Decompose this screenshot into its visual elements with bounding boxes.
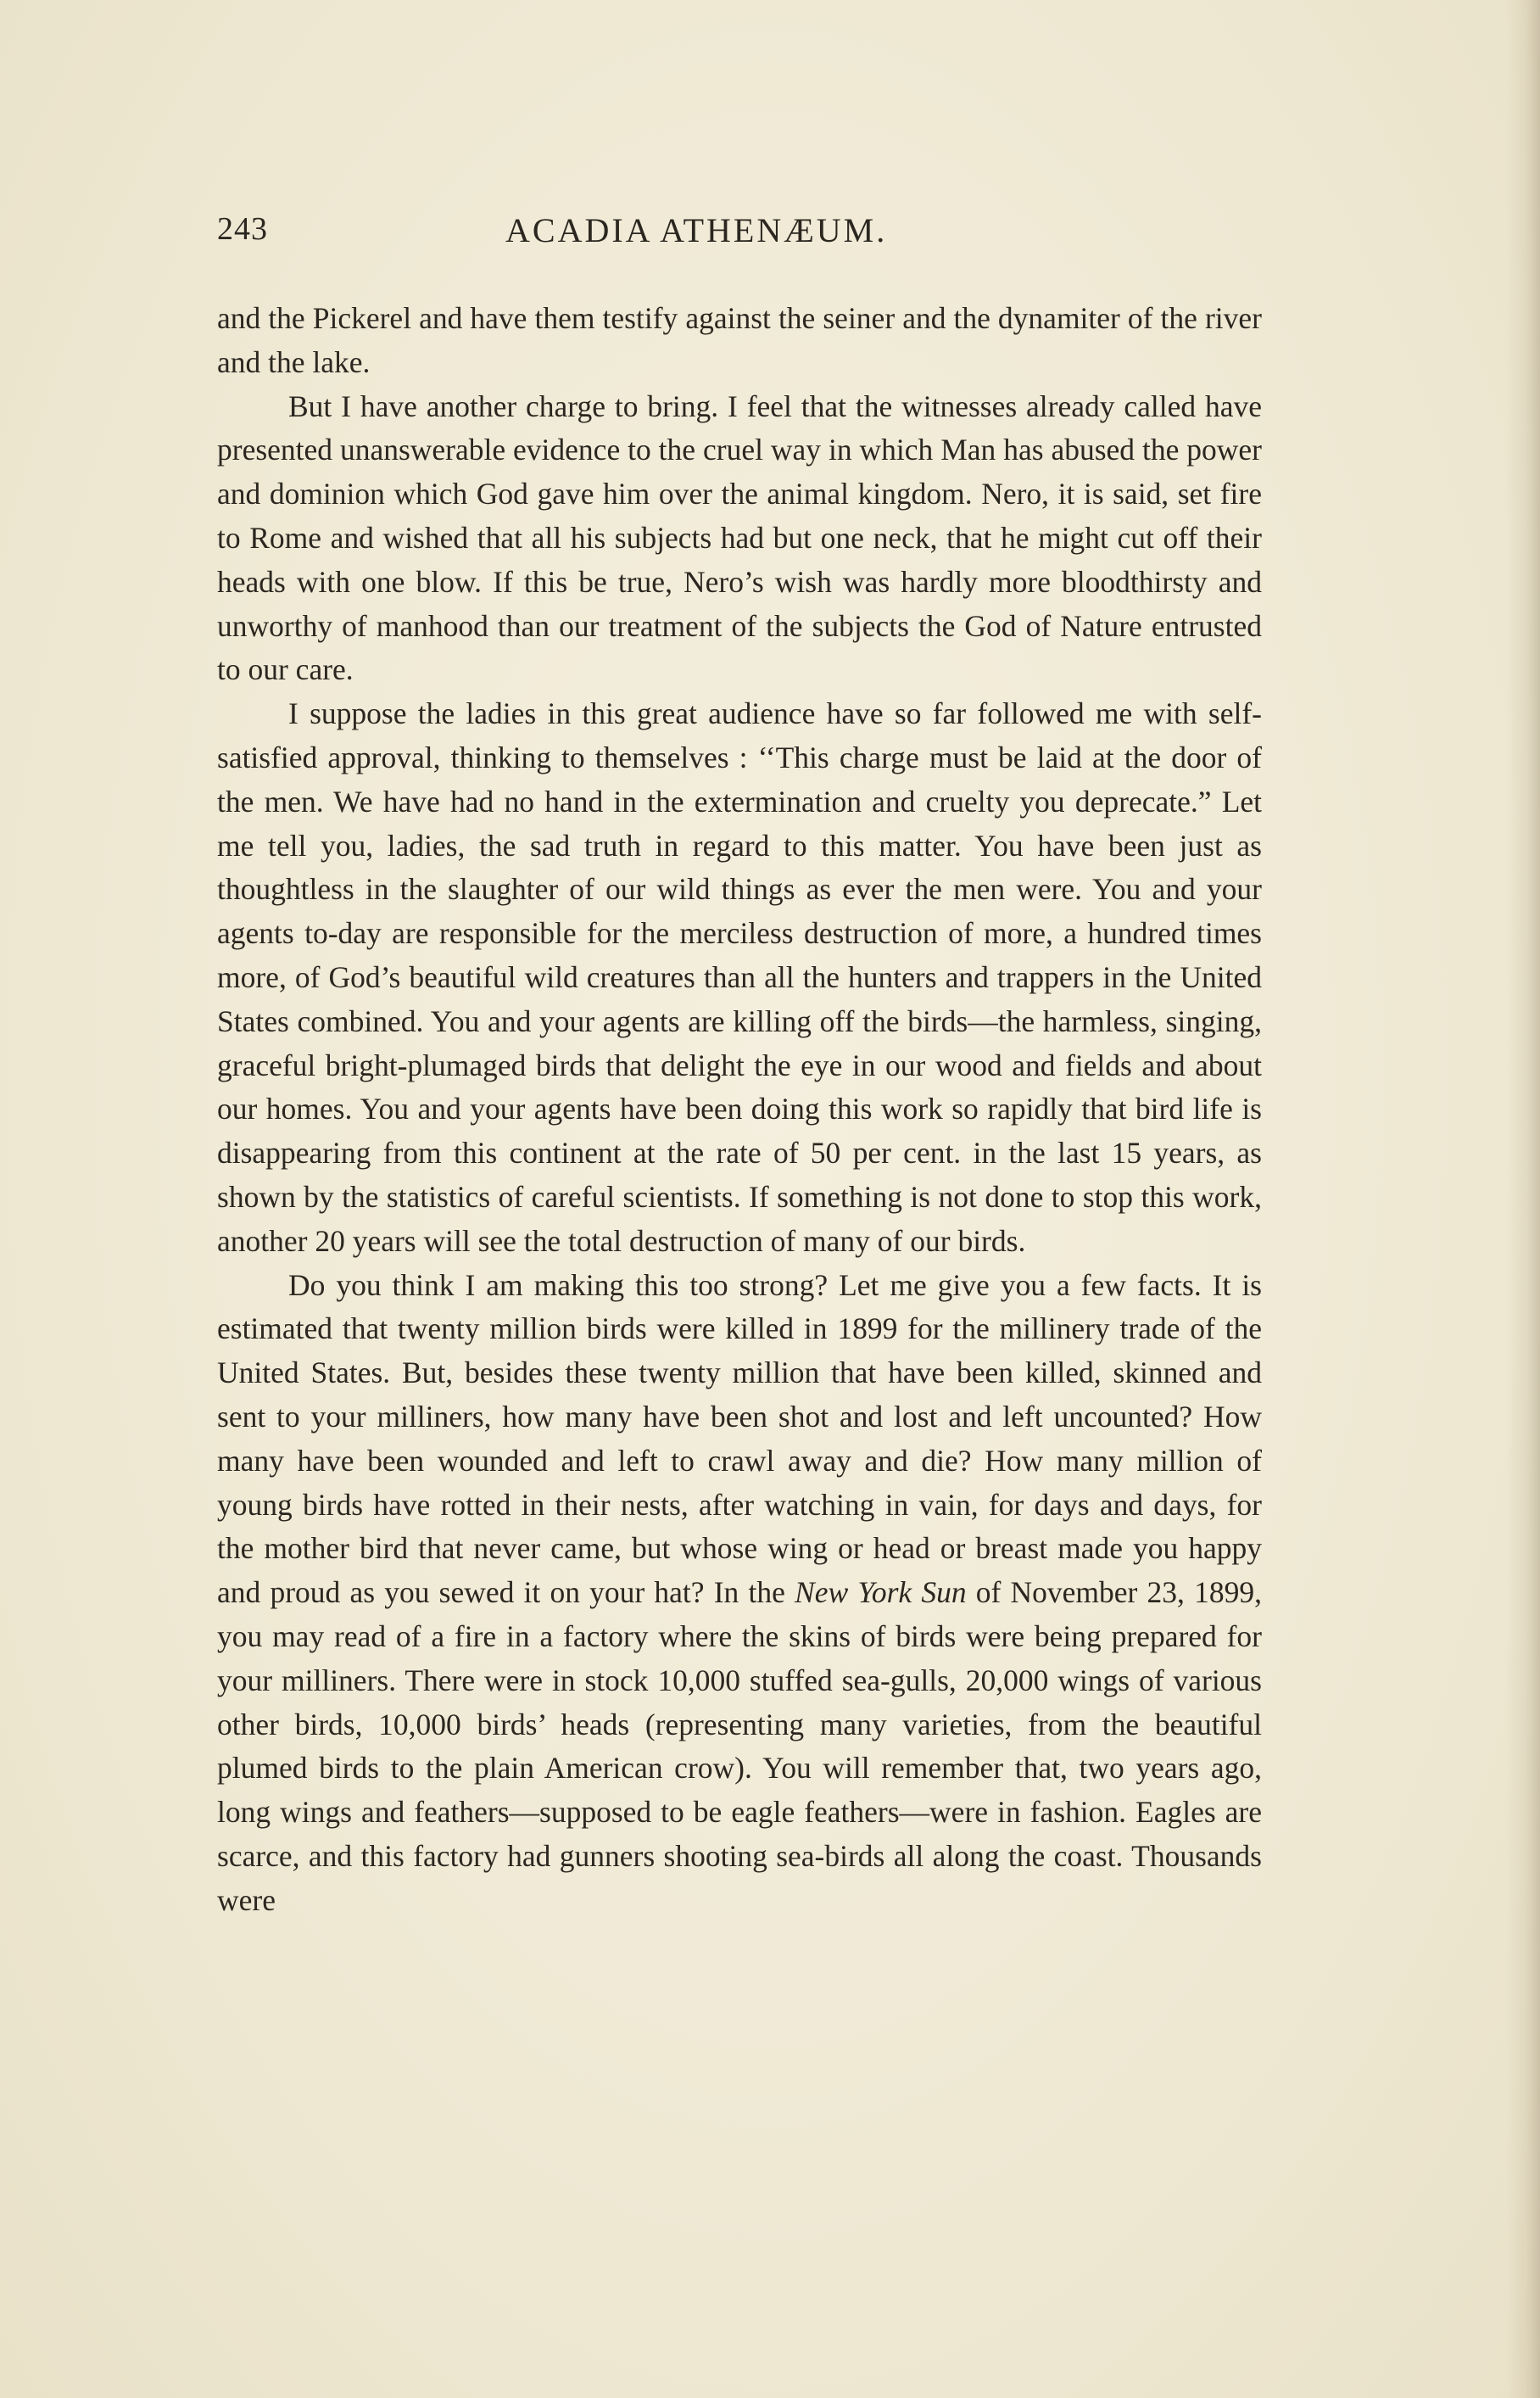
running-head: ACADIA ATHENÆUM. [505, 211, 888, 249]
body-text [217, 297, 1262, 1922]
paragraph-2: But I have another charge to bring. I feel that the witnesses already called have presented unanswerable evidence to the cruel way in which Man has abused the power and dominion which God gave him over the animal kingdom. Nero, it is said, set fire to Rome and wished that all his subjects had but one neck, that he might cut off their heads with one blow. If this be true, Nero’s wish was hardly more bloodthirsty and unworthy of manhood than our treatment of the subjects the God of Nature entrusted to our care. [217, 388, 1262, 687]
newspaper-title: New York Sun [795, 1575, 967, 1610]
paragraph-4-text-before: Do you think I am making this too strong? Let me give you a few facts. It is estimated that twenty million birds were killed in 1899 for the millinery trade of the United States. But, besides these twenty million that have been killed, skinned and sent to your milliners, how many have been shot and lost and left uncounted? How many have been wounded and left to crawl away and die? How many million of young birds have rotted in their nests, after watching in vain, for days and days, for the mother bird that never came, but whose wing or head or breast made you happy and proud as you sewed it on your hat? In the [217, 1267, 1262, 1610]
paragraph-3: I suppose the ladies in this great audience have so far followed me with self-satisfied approval, thinking to themselves : ‘‘This charge must be laid at the door of the men. We have had no hand in the extermination and cruelty you deprecate.” Let me tell you, ladies, the sad truth in regard to this matter. You have been just as thoughtless in the slaughter of our wild things as ever the men were. You and your agents to-day are responsible for the merciless destruction of more, a hundred times more, of God’s beautiful wild creatures than all the hunters and trappers in the United States combined. You and your agents are killing off the birds—the harmless, singing, graceful bright-plumaged birds that delight the eye in our wood and fields and about our homes. You and your agents have been doing this work so rapidly that bird life is disappearing from this continent at the rate of 50 per cent. in the last 15 years, as shown by the statistics of careful scientists. If something is not done to stop this work, another 20 years will see the total destruction of many of our birds. [217, 696, 1262, 1258]
page-number: 243 [217, 211, 268, 247]
paragraph-4-text-after: of November 23, 1899, you may read of a fire in a factory where the skins of birds were being prepared for your milliners. There were in stock 10,000 stuffed sea-gulls, 20,000 wings of various other birds, 10,000 birds’ heads (representing many varieties, from the beautiful plumed birds to the plain American crow). You will remember that, two years ago, long wings and feathers—supposed to be eagle feathers—were in fashion. Eagles are scarce, and this factory had gunners shooting sea-birds all along the coast. Thousands were [217, 1575, 1262, 1917]
page-header [217, 210, 1262, 258]
paragraph-1: and the Pickerel and have them testify against the seiner and the dynamiter of the river and the lake. [217, 301, 1262, 379]
page-edge-shadow [1506, 0, 1540, 2398]
paragraph-4 [217, 1264, 1262, 1923]
